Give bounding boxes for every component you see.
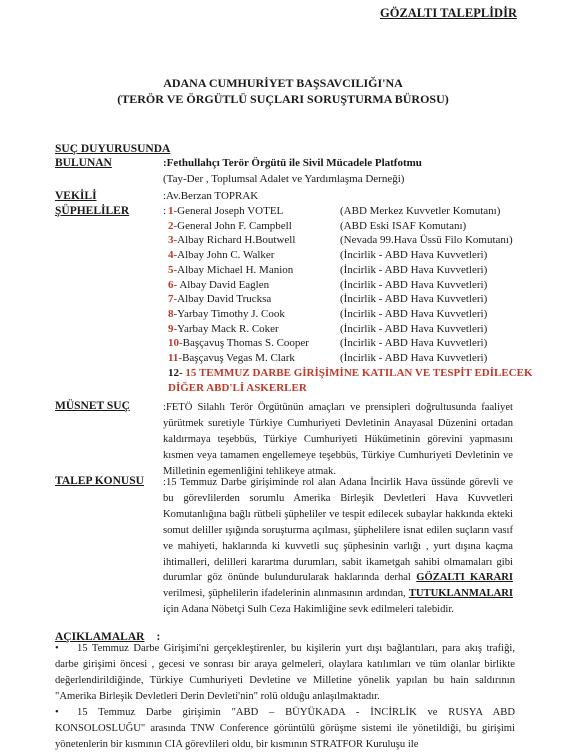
- suspect-number: 7-: [168, 293, 178, 306]
- suspect-name: Albay Michael H. Manion: [177, 263, 294, 276]
- suspect-organization: (İncirlik - ABD Hava Kuvvetleri): [340, 352, 488, 364]
- suspect-number: 11-: [168, 352, 183, 364]
- suspect-name: Başçavuş Vegas M. Clark: [182, 352, 295, 364]
- suspect-item-7: [168, 293, 271, 305]
- applicant-value: :Fethullahçı Terör Örgütü ile Sivil Mücadele Platfotmu: [163, 157, 422, 169]
- explanation-paragraph-2: • 15 Temmuz Darbe girişimin "ABD – BÜYÜKADA - İNCİRLİK ve RUSYA ABD KONSOLOSLUĞU" arasında TNW Conference görüntülü görüşme sistemi ile yönetildiği, bu girişimi yönetenlerin bir kısmının CIA görevlileri oldu, bir kısmının STRATFOR Kuruluşu ile: [55, 707, 515, 750]
- suspect-name: Albay John C. Walker: [177, 249, 275, 262]
- suspect-organization: (ABD Eski ISAF Komutanı): [340, 219, 467, 232]
- attorney-value: :Av.Berzan TOPRAK: [163, 190, 259, 202]
- suspect-organization: (İncirlik - ABD Hava Kuvvetleri): [340, 263, 488, 276]
- suspect-item-4: [168, 249, 274, 261]
- request-subject-text: :15 Temmuz Darbe girişiminde rol alan Adana İncirlik Hava üssünde görevli ve bu görevlilerden sorumlu Amerika Birleşik Devletleri Hava Kuvvetleri Komutanlığına bağlı rütbeli şüpheliler ve tespit edilecek subaylar hakkında ekteki somut deliller ışığında soruşturma açılması, şüphelilere isnat edilen suçların vasıf ve mahiyeti, haklarında ki kuvvetli suç şüphesinin varlığı , yurt dışına kaçma ihtimalleri, delilleri karartma durumları, sabit ikametgah sahibi olmamaları gibi durumlar göz önünde bulundurularak haklarında derhal GÖZALTI KARARI verilmesi, şüphelilerin ifadelerinin alınmasının ardından, TUTUKLANMALARI için Adana Nöbetçi Sulh Ceza Hakimliğine sevk edilmeleri talebidir.: [163, 477, 513, 616]
- suspect-name: Yarbay Timothy J. Cook: [177, 307, 285, 320]
- applicant-subvalue: (Tay-Der , Toplumsal Adalet ve Yardımlaşma Derneği): [163, 173, 405, 185]
- suspect-organization: (İncirlik - ABD Hava Kuvvetleri): [340, 322, 488, 335]
- suspect-number: 2-: [168, 219, 178, 232]
- suspect-item-5: [168, 264, 293, 276]
- explanation-paragraph-1: • 15 Temmuz Darbe Girişimi'ni gerçekleştirenler, bu kişilerin yurt dışı bağlantıları, para akış trafiği, darbe girişimi öncesi , gecesi ve sonrası bir araya gelmeleri, olaylara katılımları ve tüm olanlar birlikte değerlendirildiğinde, Türkiye Cumhuriyeti Devletine ve Milletine yönelik yapılan bu hain saldırının "Amerika Birleşik Devletleri Derin Devleti'nin" rolü olduğu anlaşılmaktadır.: [55, 643, 515, 702]
- suspect-organization: (ABD Merkez Kuvvetler Komutanı): [340, 205, 501, 217]
- suspect-item-3: [168, 234, 295, 246]
- explanations-label: AÇIKLAMALAR :: [55, 631, 161, 643]
- prosecutor-office-title: ADANA CUMHURİYET BAŞSAVCILIĞI'NA: [163, 76, 403, 90]
- suspect-organization: (İncirlik - ABD Hava Kuvvetleri): [340, 278, 488, 291]
- suspect-name: General John F. Campbell: [177, 219, 292, 232]
- suspect-item-12-cont: DİĞER ABD'Lİ ASKERLER: [168, 382, 307, 394]
- suspect-name: Albay Richard H.Boutwell: [177, 234, 296, 247]
- suspect-item-10: [168, 337, 309, 349]
- suspects-label: ŞÜPHELİLER: [55, 205, 130, 217]
- suspect-number: 10-: [168, 337, 183, 350]
- applicant-label: BULUNAN: [55, 157, 112, 169]
- request-subject-label: TALEP KONUSU: [55, 475, 144, 487]
- section-title: SUÇ DUYURUSUNDA: [55, 143, 171, 155]
- suspect-number: 3-: [168, 234, 178, 247]
- suspect-name: Albay David Trucksa: [177, 293, 272, 306]
- suspect-organization: (İncirlik - ABD Hava Kuvvetleri): [340, 307, 488, 320]
- alleged-crime-text: :FETÖ Silahlı Terör Örgütünün amaçları ve prensipleri doğrultusunda faaliyet yürütmek suretiyle Türkiye Cumhuriyeti Devletinin Anayasal Düzenini ortadan kaldırmaya teşebbüs, Türkiye Cumhuriyeti Hükümetinin görevini yapmasını kısmen veya tamamen engellemeye teşebbüs, Türkiye Cumhuriyeti Devletinin ve Milletinin egemenliğini tehlikeye atmak.: [163, 402, 513, 477]
- suspects-colon: :: [163, 205, 167, 217]
- suspect-organization: (İncirlik - ABD Hava Kuvvetleri): [340, 249, 488, 262]
- suspect-item-8: [168, 308, 285, 320]
- suspect-name: Albay David Eaglen: [177, 278, 270, 291]
- alleged-crime-label: MÜSNET SUÇ: [55, 400, 130, 412]
- suspect-item-2: [168, 220, 292, 232]
- suspect-item-6: [168, 279, 269, 291]
- suspect-number: 9-: [168, 322, 178, 335]
- custody-request-heading: GÖZALTI TALEPLİDİR: [380, 6, 517, 20]
- suspect-number: 4-: [168, 249, 178, 262]
- suspect-item-1: [168, 205, 283, 217]
- bureau-subtitle: (TERÖR VE ÖRGÜTLÜ SUÇLARI SORUŞTURMA BÜROSU): [117, 92, 449, 106]
- suspect-organization: (Nevada 99.Hava Üssü Filo Komutanı): [340, 234, 513, 247]
- attorney-label: VEKİLİ: [55, 190, 97, 202]
- suspect-name: General Joseph VOTEL: [177, 205, 284, 217]
- suspect-number: 5-: [168, 263, 178, 276]
- suspect-name: Başçavuş Thomas S. Cooper: [182, 337, 309, 350]
- suspect-item-11: [168, 352, 295, 364]
- suspect-organization: (İncirlik - ABD Hava Kuvvetleri): [340, 293, 488, 306]
- suspect-number: 6-: [168, 278, 178, 291]
- suspect-item-9: [168, 323, 279, 335]
- suspect-item-12: 12- 15 TEMMUZ DARBE GİRİŞİMİNE KATILAN VE TESPİT EDİLECEK: [168, 367, 533, 379]
- suspect-name: Yarbay Mack R. Coker: [177, 322, 279, 335]
- suspect-organization: (İncirlik - ABD Hava Kuvvetleri): [340, 337, 488, 350]
- suspect-number: 8-: [168, 307, 178, 320]
- suspect-number: 1-: [168, 205, 178, 217]
